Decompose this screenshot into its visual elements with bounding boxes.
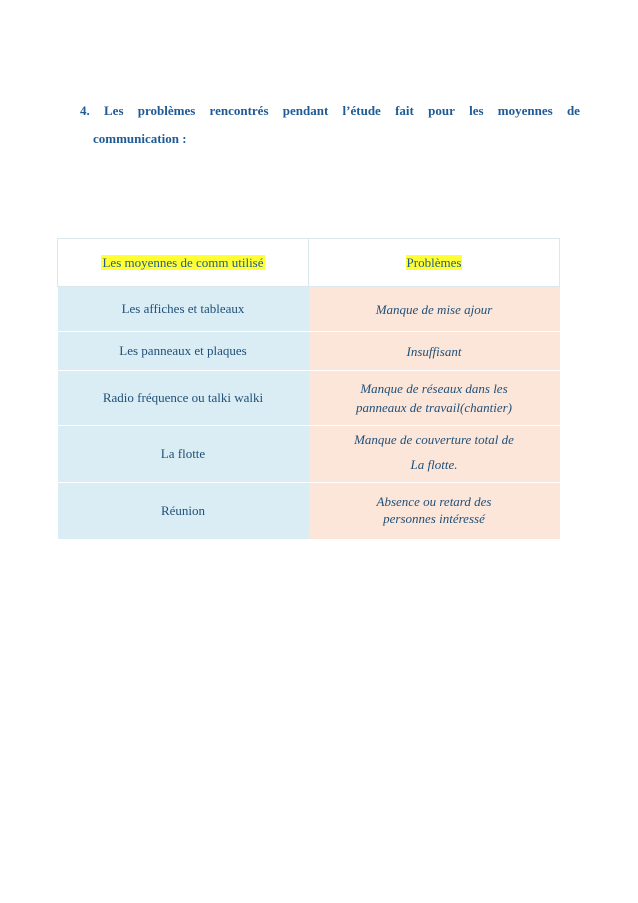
means-cell: [58, 371, 309, 426]
header-means: [58, 239, 309, 287]
heading-word: moyennes: [497, 103, 553, 118]
problem-text: Absence ou retard des: [376, 494, 492, 509]
means-cell: [58, 332, 309, 371]
section-heading: [80, 96, 580, 154]
heading-word: pour: [428, 103, 455, 118]
table-row: [58, 287, 560, 332]
problem-cell: [309, 426, 560, 483]
problem-text: Manque de réseaux dans les: [360, 381, 508, 396]
heading-word: les: [469, 103, 484, 118]
heading-number: 4.: [80, 103, 90, 118]
heading-line-1: [80, 96, 580, 126]
header-problems: [309, 239, 560, 287]
means-text: La flotte: [160, 446, 206, 461]
heading-word: l’étude: [342, 103, 381, 118]
heading-word: pendant: [282, 103, 329, 118]
problem-cell: [309, 371, 560, 426]
heading-word: problèmes: [137, 103, 196, 118]
heading-word: fait: [395, 103, 414, 118]
means-cell: [58, 287, 309, 332]
table-row: [58, 426, 560, 483]
problem-text: Manque de couverture total de: [354, 432, 514, 447]
problem-text: La flotte.: [410, 457, 458, 472]
heading-word: Les: [104, 103, 124, 118]
heading-line-2: communication :: [93, 131, 187, 146]
problem-text: Insuffisant: [406, 343, 462, 359]
problem-cell: [309, 332, 560, 371]
table-row: [58, 371, 560, 426]
means-text: Les panneaux et plaques: [119, 343, 247, 358]
problem-text: panneaux de travail(chantier): [356, 400, 512, 415]
means-text: Les affiches et tableaux: [121, 301, 245, 316]
header-means-label: Les moyennes de comm utilisé: [102, 254, 264, 270]
problem-text: personnes intéressé: [383, 511, 485, 526]
table-header-row: [58, 239, 560, 287]
header-problems-label: Problèmes: [406, 254, 462, 270]
means-cell: [58, 483, 309, 540]
problem-cell: [309, 287, 560, 332]
problems-table: [57, 238, 560, 540]
problem-cell: [309, 483, 560, 540]
table-row: [58, 483, 560, 540]
means-text: Radio fréquence ou talki walki: [102, 390, 264, 405]
heading-word: rencontrés: [209, 103, 269, 118]
means-text: Réunion: [160, 503, 206, 518]
heading-word: de: [566, 103, 580, 118]
means-cell: [58, 426, 309, 483]
table-row: [58, 332, 560, 371]
problem-text: Manque de mise ajour: [375, 301, 493, 317]
